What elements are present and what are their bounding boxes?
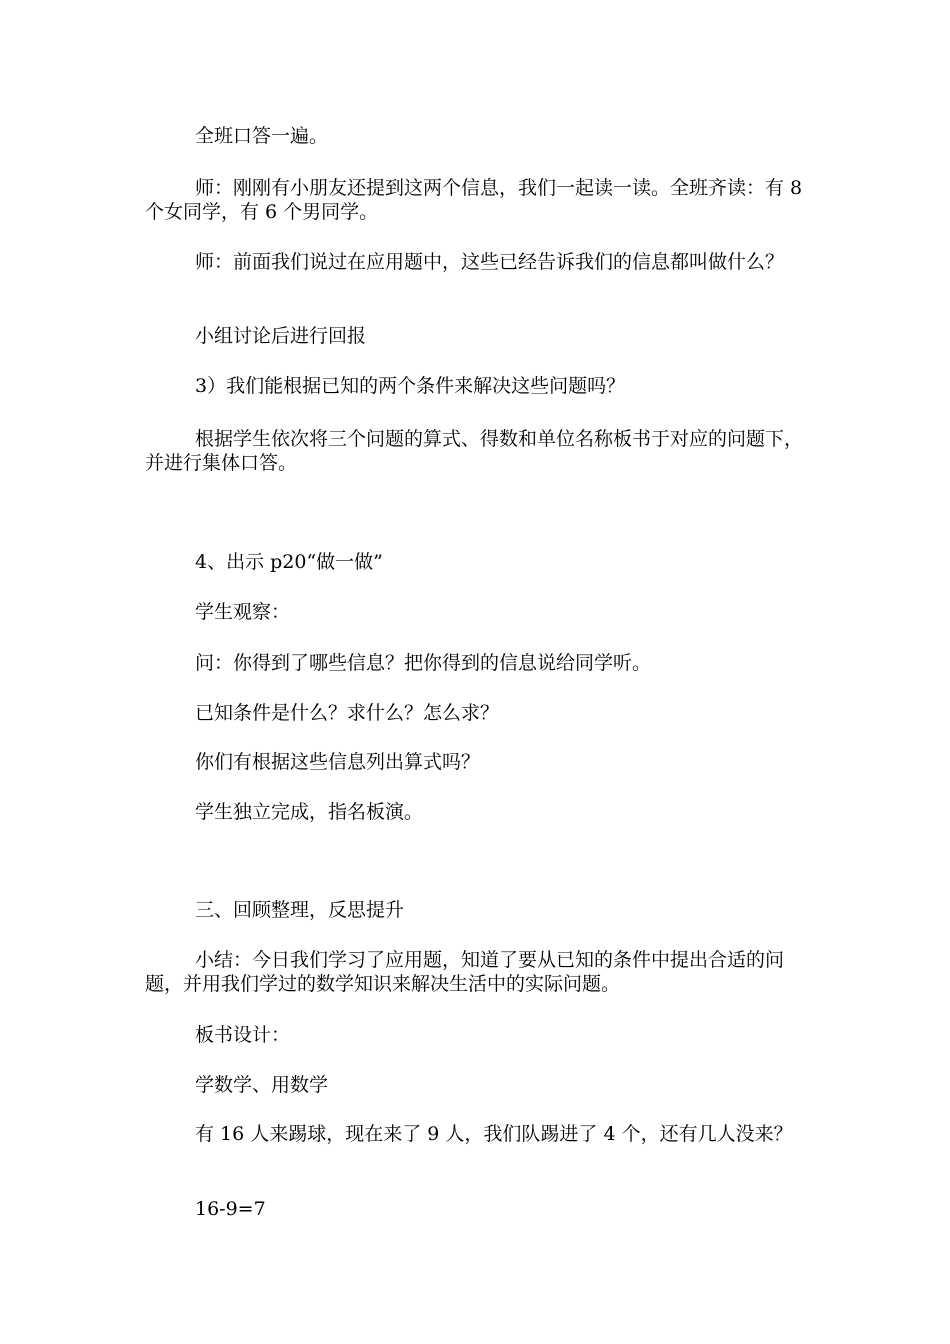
paragraph-14: 小结：今日我们学习了应用题，知道了要从已知的条件中提出合适的问题，并用我们学过的数学知识来解决生活中的实际问题。 <box>145 949 785 995</box>
paragraph-17: 有 16 人来踢球，现在来了 9 人，我们队踢进了 4 个，还有几人没来？ <box>195 1123 793 1145</box>
paragraph-6: 根据学生依次将三个问题的算式、得数和单位名称板书于对应的问题下，并进行集体口答。 <box>145 428 804 474</box>
paragraph-16: 学数学、用数学 <box>195 1074 329 1096</box>
paragraph-8: 学生观察： <box>195 601 291 623</box>
paragraph-5: 3）我们能根据已知的两个条件来解决这些问题吗？ <box>195 375 626 397</box>
paragraph-4: 小组讨论后进行回报 <box>195 325 367 347</box>
paragraph-3: 师：前面我们说过在应用题中，这些已经告诉我们的信息都叫做什么？ <box>195 251 785 273</box>
paragraph-15: 板书设计： <box>195 1024 291 1046</box>
paragraph-10: 已知条件是什么？求什么？怎么求？ <box>195 702 500 724</box>
paragraph-2: 师：刚刚有小朋友还提到这两个信息，我们一起读一读。全班齐读：有 8 个女同学，有 6 个男同学。 <box>145 177 803 223</box>
paragraph-18: 16-9=7 <box>195 1198 266 1220</box>
paragraph-9: 问：你得到了哪些信息？把你得到的信息说给同学听。 <box>195 652 652 674</box>
paragraph-1: 全班口答一遍。 <box>195 125 329 147</box>
paragraph-13: 三、回顾整理，反思提升 <box>195 899 405 921</box>
paragraph-12: 学生独立完成，指名板演。 <box>195 801 424 823</box>
paragraph-7: 4、出示 p20“做一做” <box>195 551 383 573</box>
paragraph-11: 你们有根据这些信息列出算式吗？ <box>195 751 481 773</box>
